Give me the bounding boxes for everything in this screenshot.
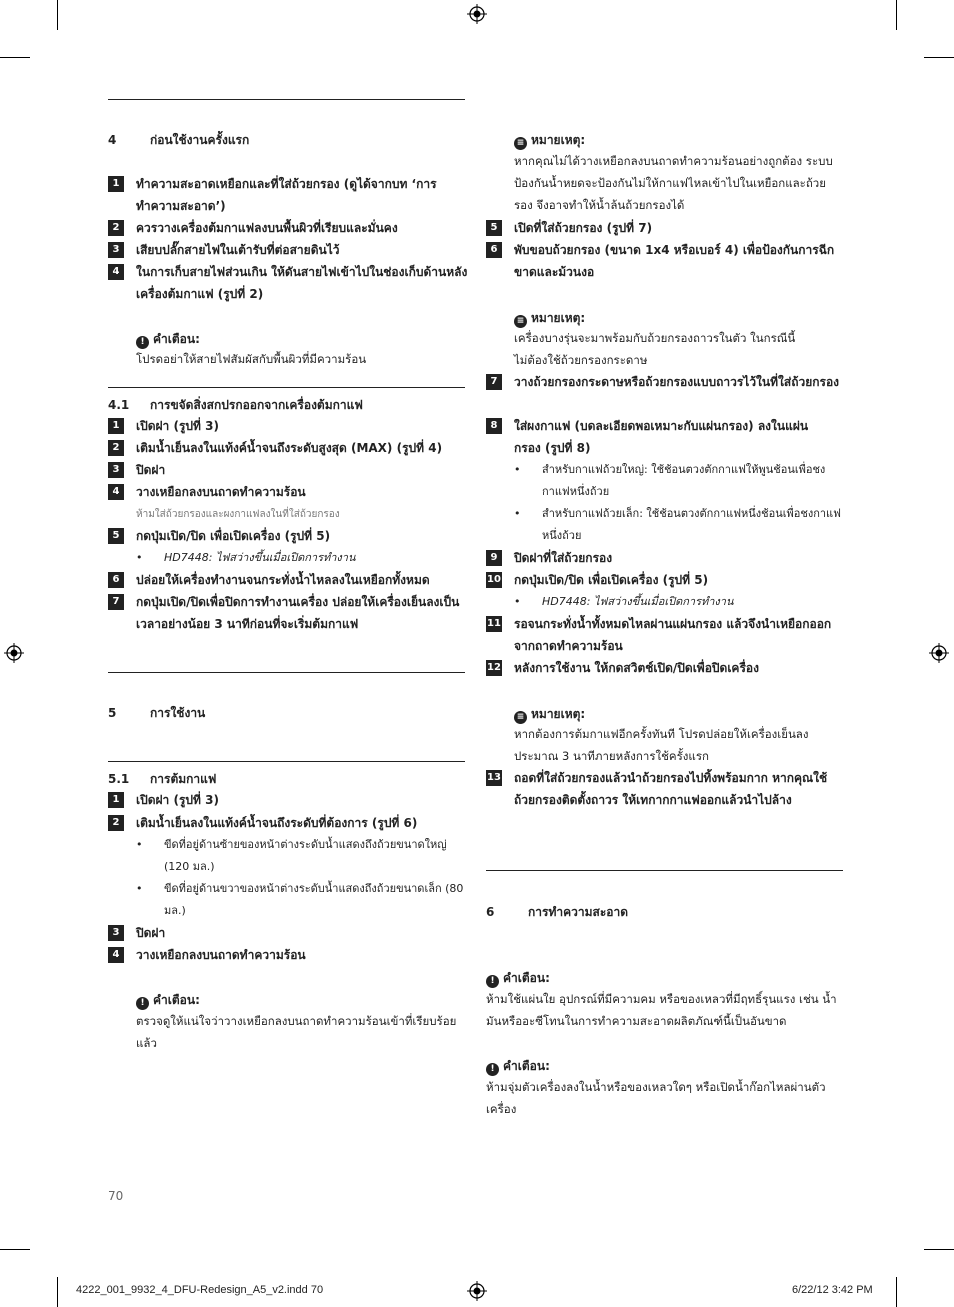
bullet-item	[136, 878, 466, 922]
step	[108, 415, 468, 437]
bullet-text: สำหรับกาแฟถ้วยเล็ก: ใช้ช้อนตวงตักกาแฟหนึ่งช้อนเพื่อชงกาแฟหนึ่งถ้วย	[542, 507, 841, 542]
bullet-text: สำหรับกาแฟถ้วยใหญ่: ใช้ช้อนตวงตักกาแฟให้พูนช้อนเพื่อชงกาแฟหนึ่งถ้วย	[542, 463, 826, 498]
footer-file-info: 4222_001_9932_4_DFU-Redesign_A5_v2.indd 70	[76, 1284, 324, 1296]
note-text: หากคุณไม่ได้วางเหยือกลงบนถาดทำความร้อนอย่างถูกต้อง ระบบป้องกันน้ำหยดจะป้องกันไม่ให้กาแฟไหลเข้าไปในเหยือกและถ้วยรอง จึงอาจทำให้น้ำล้นถ้วยกรองได้	[514, 154, 833, 212]
step-number-badge: 13	[486, 770, 502, 786]
step-text: เปิดฝา (รูปที่ 3)	[136, 793, 219, 807]
warning-triangle-icon: !	[486, 1063, 499, 1076]
bullet-detail: : ไฟสว่างขึ้นเมื่อเปิดการทำงาน	[586, 595, 734, 608]
step	[486, 569, 846, 591]
step-number-badge: 4	[108, 484, 124, 500]
step-number-badge: 2	[108, 815, 124, 831]
section-title: การทำความสะอาด	[528, 905, 629, 919]
section-rule	[486, 870, 843, 871]
step-number-badge: 10	[486, 572, 502, 588]
bullet-detail: : ไฟสว่างขึ้นเมื่อเปิดการทำงาน	[208, 551, 356, 564]
step	[108, 922, 468, 944]
step	[108, 437, 468, 459]
step-text: หลังการใช้งาน ให้กดสวิตช์เปิด/ปิดเพื่อปิดเครื่อง	[514, 661, 759, 675]
section-number: 5.1	[108, 772, 130, 786]
note-label: หมายเหตุ:	[531, 707, 586, 721]
step	[108, 944, 468, 966]
bullet-dot: •	[514, 595, 521, 608]
registration-mark-icon	[929, 643, 949, 663]
registration-mark-icon	[467, 1281, 487, 1301]
bullet-dot: •	[136, 882, 143, 895]
registration-mark-icon	[4, 643, 24, 663]
step	[108, 525, 468, 547]
section-number: 4	[108, 133, 117, 147]
step-number-badge: 9	[486, 550, 502, 566]
warning-heading	[136, 330, 200, 349]
step-number-badge: 2	[108, 440, 124, 456]
step-number-badge: 6	[108, 572, 124, 588]
step	[108, 261, 468, 305]
step-text: ปล่อยให้เครื่องทำงานจนกระทั่งน้ำไหลลงในเหยือกทั้งหมด	[136, 573, 430, 587]
warning-label: คำเตือน:	[153, 993, 200, 1007]
step-text: ทำความสะอาดเหยือกและที่ใส่ถ้วยกรอง (ดูได้จากบท ‘การทำความสะอาด’)	[136, 177, 437, 213]
bullet-item	[514, 503, 844, 547]
page-number: 70	[108, 1189, 124, 1203]
section-heading	[108, 131, 249, 150]
step-number-badge: 11	[486, 616, 502, 632]
section-number: 4.1	[108, 398, 130, 412]
step-number-badge: 4	[108, 947, 124, 963]
step	[108, 239, 468, 261]
section-title: การต้มกาแฟ	[150, 772, 217, 786]
section-heading	[486, 903, 628, 922]
step-number-badge: 5	[108, 528, 124, 544]
note-circle-icon: ≡	[514, 315, 527, 328]
crop-mark	[924, 1249, 954, 1250]
warning-triangle-icon: !	[136, 336, 149, 349]
section-title: การใช้งาน	[150, 706, 206, 720]
warning-label: คำเตือน:	[153, 332, 200, 346]
bullet-item	[514, 459, 844, 503]
step-number-badge: 3	[108, 242, 124, 258]
warning-heading	[486, 969, 550, 988]
section-title: ก่อนใช้งานครั้งแรก	[150, 133, 250, 147]
step-text: รอจนกระทั่งน้ำทั้งหมดไหลผ่านแผ่นกรอง แล้วจึงนำเหยือกออกจากถาดทำความร้อน	[514, 617, 832, 653]
step	[486, 547, 846, 569]
warning-text: ห้ามจุ่มตัวเครื่องลงในน้ำหรือของเหลวใดๆ หรือเปิดน้ำก๊อกไหลผ่านตัวเครื่อง	[486, 1080, 826, 1116]
step	[486, 371, 846, 393]
step-text: วางเหยือกลงบนถาดทำความร้อน	[136, 948, 306, 962]
step-text: ในการเก็บสายไฟส่วนเกิน ให้ดันสายไฟเข้าไปในช่องเก็บด้านหลังเครื่องต้มกาแฟ (รูปที่ 2)	[136, 265, 468, 301]
step-number-badge: 7	[486, 374, 502, 390]
bullet-dot: •	[514, 463, 521, 476]
bullet-dot: •	[136, 551, 143, 564]
step-text: เติมน้ำเย็นลงในแท้งค์น้ำจนถึงระดับสูงสุด (MAX) (รูปที่ 4)	[136, 441, 443, 455]
step-text: กดปุ่มเปิด/ปิด เพื่อเปิดเครื่อง (รูปที่ 5)	[514, 573, 709, 587]
step	[486, 217, 846, 239]
section-rule	[108, 761, 465, 762]
bullet-dot: •	[514, 507, 521, 520]
bullet-item	[514, 591, 854, 613]
step-text: ปิดฝาที่ใส่ถ้วยกรอง	[514, 551, 613, 565]
step	[486, 239, 846, 283]
step-number-badge: 12	[486, 660, 502, 676]
step	[486, 767, 846, 811]
step	[486, 613, 846, 657]
crop-mark	[896, 1277, 897, 1307]
note-text: หากต้องการต้มกาแฟอีกครั้งทันที โปรดปล่อยให้เครื่องเย็นลงประมาณ 3 นาทีภายหลังการใช้ครั้งแรก	[514, 727, 809, 763]
step-text: เปิดที่ใส่ถ้วยกรอง (รูปที่ 7)	[514, 221, 653, 235]
step	[108, 459, 468, 481]
step	[108, 173, 468, 217]
section-title: การขจัดสิ่งสกปรกออกจากเครื่องต้มกาแฟ	[150, 398, 363, 412]
section-rule	[108, 672, 465, 673]
note-circle-icon: ≡	[514, 711, 527, 724]
section-number: 6	[486, 905, 495, 919]
step-number-badge: 8	[486, 418, 502, 434]
section-heading	[108, 770, 216, 789]
warning-label: คำเตือน:	[503, 1059, 550, 1073]
step-text: เปิดฝา (รูปที่ 3)	[136, 419, 219, 433]
footer-date: 6/22/12 3:42 PM	[792, 1284, 873, 1296]
crop-mark	[57, 1277, 58, 1307]
note-label: หมายเหตุ:	[531, 133, 586, 147]
step-text: วางถ้วยกรองกระดาษหรือถ้วยกรองแบบถาวรไว้ในที่ใส่ถ้วยกรอง	[514, 375, 840, 389]
step-number-badge: 4	[108, 264, 124, 280]
step	[108, 481, 468, 503]
note-text: เครื่องบางรุ่นจะมาพร้อมกับถ้วยกรองถาวรในตัว ในกรณีนี้ไม่ต้องใช้ถ้วยกรองกระดาษ	[514, 331, 796, 367]
step	[108, 812, 468, 834]
note-heading	[514, 131, 585, 150]
step	[486, 657, 846, 679]
section-heading	[108, 704, 205, 723]
crop-mark	[0, 1249, 30, 1250]
step-number-badge: 3	[108, 925, 124, 941]
step-text: ถอดที่ใส่ถ้วยกรองแล้วนำถ้วยกรองไปทิ้งพร้อมกาก หากคุณใช้ถ้วยกรองติดตั้งถาวร ให้เทกากกาแฟออกแล้วนำไปล้าง	[514, 771, 828, 807]
section-rule	[108, 99, 465, 100]
step-number-badge: 5	[486, 220, 502, 236]
bullet-text: ขีดที่อยู่ด้านซ้ายของหน้าต่างระดับน้ำแสดงถึงถ้วยขนาดใหญ่ (120 มล.)	[164, 838, 447, 873]
warning-text: ห้ามใช้แผ่นใย อุปกรณ์ที่มีความคม หรือของเหลวที่มีฤทธิ์รุนแรง เช่น น้ำมันหรืออะซีโทนในการทำความสะอาดผลิตภัณฑ์นี้เป็นอันขาด	[486, 992, 837, 1028]
step-number-badge: 2	[108, 220, 124, 236]
step-number-badge: 7	[108, 594, 124, 610]
note-label: หมายเหตุ:	[531, 311, 586, 325]
step-subnote: ห้ามใส่ถ้วยกรองและผงกาแฟลงในที่ใส่ถ้วยกรอง	[136, 509, 340, 520]
step	[486, 415, 816, 459]
model-name: HD7448	[542, 595, 587, 608]
step	[108, 591, 468, 635]
bullet-item	[136, 834, 466, 878]
registration-mark-icon	[467, 4, 487, 24]
bullet-text	[542, 591, 854, 613]
step	[108, 569, 468, 591]
step-text: เสียบปลั๊กสายไฟในเต้ารับที่ต่อสายดินไว้	[136, 243, 340, 257]
step	[108, 217, 468, 239]
warning-text: ตรวจดูให้แน่ใจว่าวางเหยือกลงบนถาดทำความร้อนเข้าที่เรียบร้อยแล้ว	[136, 1014, 457, 1050]
step-number-badge: 3	[108, 462, 124, 478]
warning-heading	[486, 1057, 550, 1076]
note-heading	[514, 309, 585, 328]
step-number-badge: 6	[486, 242, 502, 258]
crop-mark	[896, 0, 897, 30]
crop-mark	[57, 0, 58, 30]
step-text: เติมน้ำเย็นลงในแท้งค์น้ำจนถึงระดับที่ต้องการ (รูปที่ 6)	[136, 816, 418, 830]
model-name: HD7448	[164, 551, 209, 564]
warning-label: คำเตือน:	[503, 971, 550, 985]
step-text: พับขอบถ้วยกรอง (ขนาด 1x4 หรือเบอร์ 4) เพื่อป้องกันการฉีกขาดและม้วนงอ	[514, 243, 835, 279]
step	[108, 789, 468, 811]
step-text: กดปุ่มเปิด/ปิดเพื่อปิดการทำงานเครื่อง ปล่อยให้เครื่องเย็นลงเป็นเวลาอย่างน้อย 3 นาทีก่อนที่จะเริ่มต้มกาแฟ	[136, 595, 460, 631]
crop-mark	[0, 57, 30, 58]
warning-heading	[136, 991, 200, 1010]
section-number: 5	[108, 706, 117, 720]
bullet-text	[164, 547, 476, 569]
step-text: วางเหยือกลงบนถาดทำความร้อน	[136, 485, 306, 499]
step-number-badge: 1	[108, 176, 124, 192]
step-text: ควรวางเครื่องต้มกาแฟลงบนพื้นผิวที่เรียบและมั่นคง	[136, 221, 398, 235]
note-heading	[514, 705, 585, 724]
bullet-text: ขีดที่อยู่ด้านขวาของหน้าต่างระดับน้ำแสดงถึงถ้วยขนาดเล็ก (80 มล.)	[164, 882, 464, 917]
note-circle-icon: ≡	[514, 137, 527, 150]
warning-text: โปรดอย่าให้สายไฟสัมผัสกับพื้นผิวที่มีความร้อน	[136, 352, 367, 366]
step-text: กดปุ่มเปิด/ปิด เพื่อเปิดเครื่อง (รูปที่ 5)	[136, 529, 331, 543]
warning-triangle-icon: !	[486, 975, 499, 988]
step-text: ปิดฝา	[136, 926, 166, 940]
step-number-badge: 1	[108, 792, 124, 808]
step-number-badge: 1	[108, 418, 124, 434]
section-heading	[108, 396, 363, 415]
step-text: ใส่ผงกาแฟ (บดละเอียดพอเหมาะกับแผ่นกรอง) ลงในแผ่นกรอง (รูปที่ 8)	[514, 419, 809, 455]
bullet-dot: •	[136, 838, 143, 851]
section-rule	[108, 387, 465, 388]
step-text: ปิดฝา	[136, 463, 166, 477]
warning-triangle-icon: !	[136, 997, 149, 1010]
bullet-item	[136, 547, 476, 569]
crop-mark	[924, 57, 954, 58]
